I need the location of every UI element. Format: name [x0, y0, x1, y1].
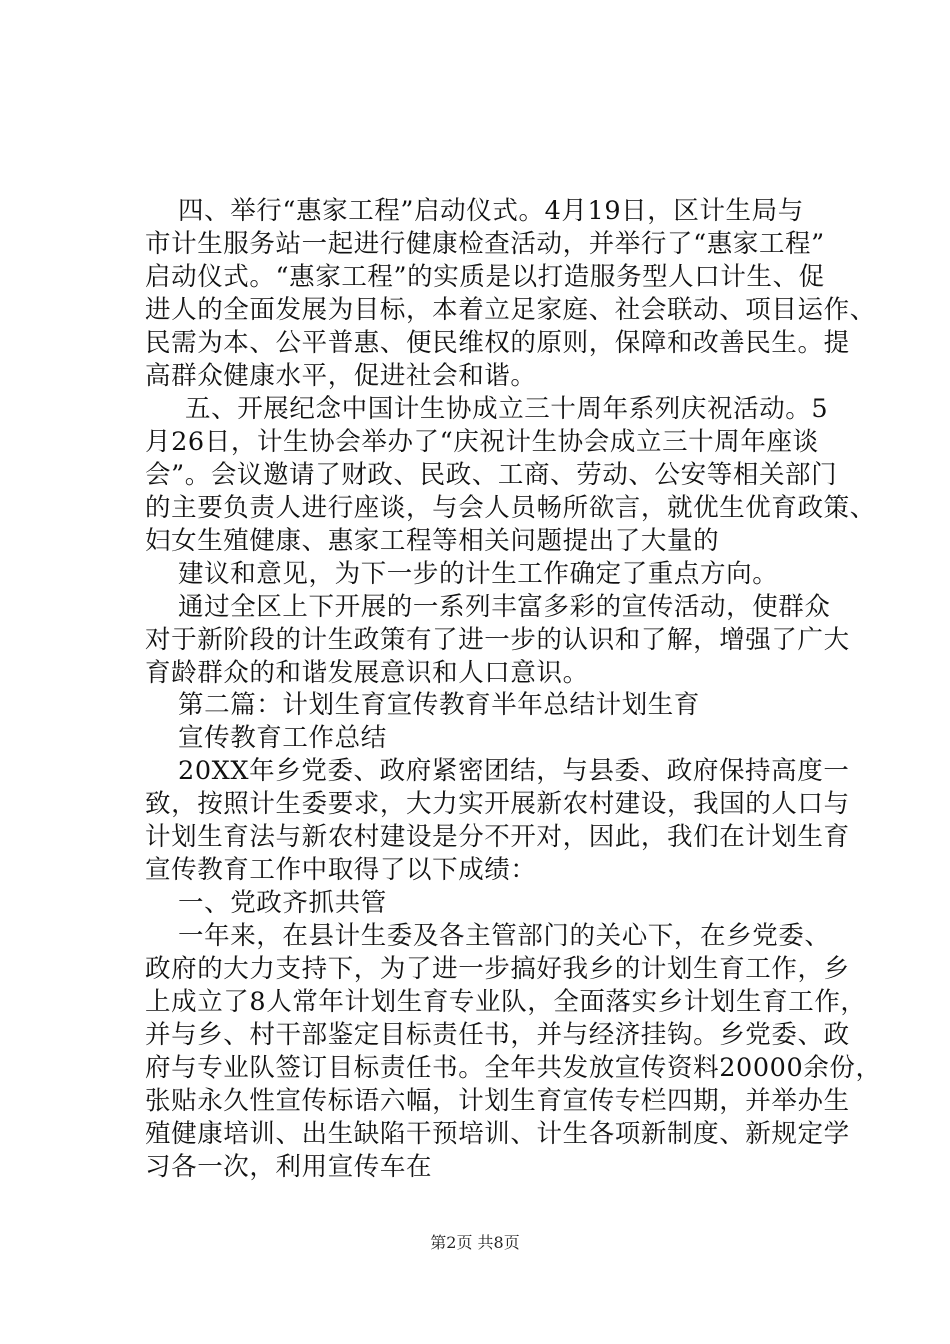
paragraph-line: 进人的全面发展为目标，本着立足家庭、社会联动、项目运作、 [145, 295, 876, 325]
paragraph-line: 启动仪式。“惠家工程”的实质是以打造服务型人口计生、促 [145, 262, 825, 292]
paragraph-line: 五、开展纪念中国计生协成立三十周年系列庆祝活动。5 [185, 394, 829, 424]
paragraph-line: 习各一次，利用宣传车在 [145, 1152, 433, 1182]
paragraph-line: 建议和意见，为下一步的计生工作确定了重点方向。 [178, 559, 779, 589]
page-number-footer: 第2页 共8页 [430, 1233, 520, 1252]
paragraph-line: 月26日，计生协会举办了“庆祝计生协会成立三十周年座谈 [145, 427, 819, 457]
paragraph-line: 的主要负责人进行座谈，与会人员畅所欲言，就优生优育政策、 [145, 493, 876, 523]
paragraph-line: 会”。会议邀请了财政、民政、工商、劳动、公安等相关部门 [145, 460, 838, 490]
paragraph-line: 计划生育法与新农村建设是分不开对，因此，我们在计划生育 [145, 822, 850, 852]
paragraph-line: 府与专业队签订目标责任书。全年共发放宣传资料20000余份， [145, 1053, 882, 1083]
paragraph-line: 致，按照计生委要求，大力实开展新农村建设，我国的人口与 [145, 789, 850, 819]
paragraph-line: 妇女生殖健康、惠家工程等相关问题提出了大量的 [145, 526, 720, 556]
paragraph-line: 市计生服务站一起进行健康检查活动，并举行了“惠家工程” [145, 229, 825, 259]
paragraph-line: 育龄群众的和谐发展意识和人口意识。 [145, 658, 589, 688]
paragraph-line: 四、举行“惠家工程”启动仪式。4月19日，区计生局与 [178, 196, 804, 226]
section-heading: 宣传教育工作总结 [178, 723, 387, 753]
paragraph-line: 20XX年乡党委、政府紧密团结，与县委、政府保持高度一 [178, 756, 850, 786]
paragraph-line: 通过全区上下开展的一系列丰富多彩的宣传活动，使群众 [178, 592, 831, 622]
section-heading: 第二篇：计划生育宣传教育半年总结计划生育 [178, 690, 701, 720]
paragraph-line: 一年来，在县计生委及各主管部门的关心下，在乡党委、 [178, 921, 831, 951]
section-heading: 一、党政齐抓共管 [178, 888, 387, 918]
paragraph-line: 殖健康培训、出生缺陷干预培训、计生各项新制度、新规定学 [145, 1119, 850, 1149]
paragraph-line: 宣传教育工作中取得了以下成绩： [145, 855, 537, 885]
paragraph-line: 高群众健康水平，促进社会和谐。 [145, 361, 537, 391]
paragraph-line: 并与乡、村干部鉴定目标责任书，并与经济挂钩。乡党委、政 [145, 1020, 850, 1050]
paragraph-line: 政府的大力支持下，为了进一步搞好我乡的计划生育工作，乡 [145, 954, 850, 984]
paragraph-line: 上成立了8人常年计划生育专业队，全面落实乡计划生育工作， [145, 987, 867, 1017]
paragraph-line: 对于新阶段的计生政策有了进一步的认识和了解，增强了广大 [145, 625, 850, 655]
paragraph-line: 民需为本、公平普惠、便民维权的原则，保障和改善民生。提 [145, 328, 850, 358]
paragraph-line: 张贴永久性宣传标语六幅，计划生育宣传专栏四期，并举办生 [145, 1086, 850, 1116]
